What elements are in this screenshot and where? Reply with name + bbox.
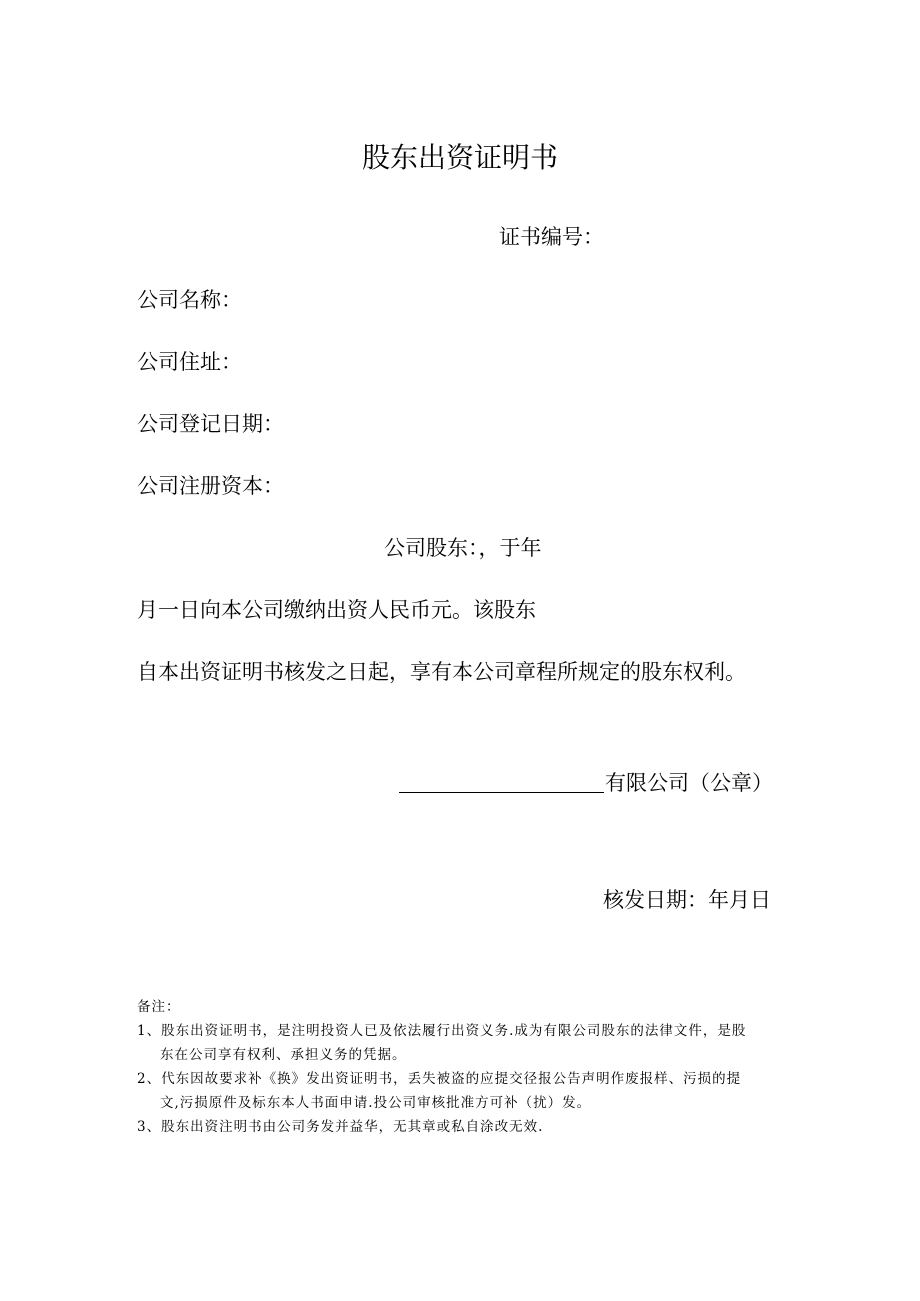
shareholder-line: 公司股东：，于年 — [384, 536, 542, 560]
company-registration-date-label: 公司登记日期： — [137, 412, 284, 436]
company-address-label: 公司住址： — [137, 350, 242, 374]
registered-capital-label: 公司注册资本： — [137, 474, 284, 498]
company-name-label: 公司名称： — [137, 288, 242, 312]
company-seal-block — [399, 773, 773, 794]
company-seal-text: 有限公司（公章） — [605, 771, 773, 795]
company-name-blank-line — [399, 792, 604, 793]
note-item-3-line-1: 3、股东出资注明书由公司务发并益华，无其章或私自涂改无效. — [137, 1119, 544, 1135]
document-title: 股东出资证明书 — [361, 141, 558, 174]
note-item-2-line-1: 2、代东因故要求补《换》发出资证明书，丢失被盗的应提交径报公告声明作废报样、污损的提 — [137, 1071, 742, 1087]
note-item-1-line-2: 东在公司享有权利、承担义务的凭据。 — [160, 1047, 407, 1063]
notes-heading: 备注： — [137, 999, 181, 1015]
shareholder-rights-line: 自本出资证明书核发之日起，享有本公司章程所规定的股东权利。 — [137, 660, 746, 684]
certificate-number-label: 证书编号： — [499, 225, 604, 249]
contribution-statement-line: 月一日向本公司缴纳出资人民币元。该股东 — [137, 598, 536, 622]
issue-date: 核发日期：年月日 — [603, 888, 771, 912]
note-item-1-line-1: 1、股东出资证明书，是注明投资人已及依法履行出资义务.成为有限公司股东的法律文件，是股 — [137, 1023, 747, 1039]
note-item-2-line-2: 文,污损原件及标东本人书面申请.投公司审核批准方可补（扰）发。 — [160, 1095, 592, 1111]
